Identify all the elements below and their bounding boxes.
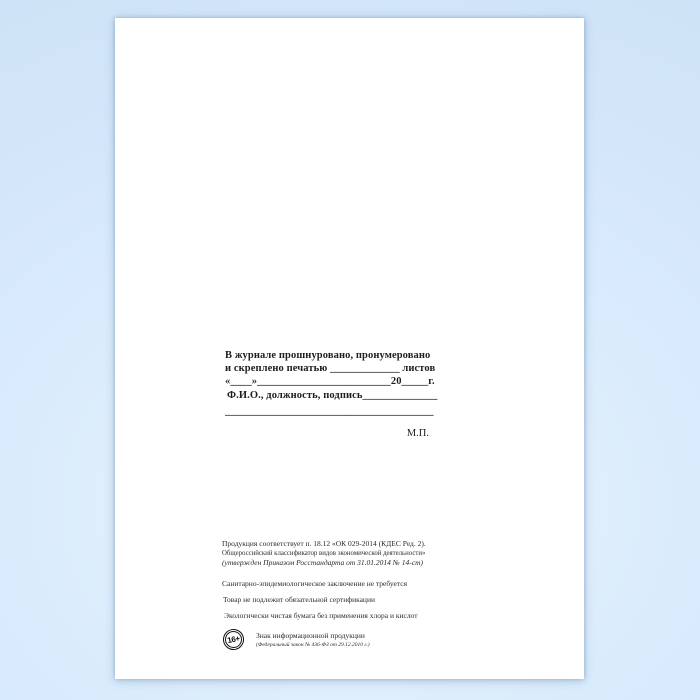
binding-record-block (225, 349, 437, 439)
age-16plus-label: 16+ (226, 633, 241, 646)
age-rating-row (223, 629, 370, 650)
ecology-note: Экологически чистая бумага без применения хлора и кислот (224, 610, 418, 620)
age-16plus-icon (221, 627, 246, 652)
stamp-place-label: М.П. (406, 428, 429, 440)
compliance-classifier-line: Общероссийский классификатор видов экономической деятельности» (222, 549, 426, 557)
compliance-block (222, 539, 426, 619)
binding-line-3: «____»_________________________20_____г. (225, 376, 435, 388)
journal-back-page (115, 18, 584, 679)
binding-line-1: В журнале прошнуровано, пронумеровано (225, 350, 431, 361)
signature-rule-line: _______________________________________ (225, 405, 434, 417)
sanitary-note: Санитарно-эпидемиологическое заключение не требуется (222, 578, 408, 588)
binding-line-2: и скреплено печатью _____________ листов (225, 363, 436, 375)
compliance-standard-line: Продукция соответствует п. 18.12 «ОК 029-2014 (КДЕС Ред. 2). (222, 539, 426, 548)
age-mark-title: Знак информационной продукции (256, 631, 365, 640)
certification-note: Товар не подлежит обязательной сертификации (223, 594, 375, 604)
compliance-order-line: (утвержден Приказом Росстандарта от 31.01.2014 № 14-ст) (222, 558, 423, 567)
age-mark-text (256, 629, 370, 649)
age-mark-law: (Федеральный закон № 436-ФЗ от 29.12.2010 г.) (256, 641, 370, 648)
binding-line-4: Ф.И.О., должность, подпись______________ (227, 389, 438, 401)
